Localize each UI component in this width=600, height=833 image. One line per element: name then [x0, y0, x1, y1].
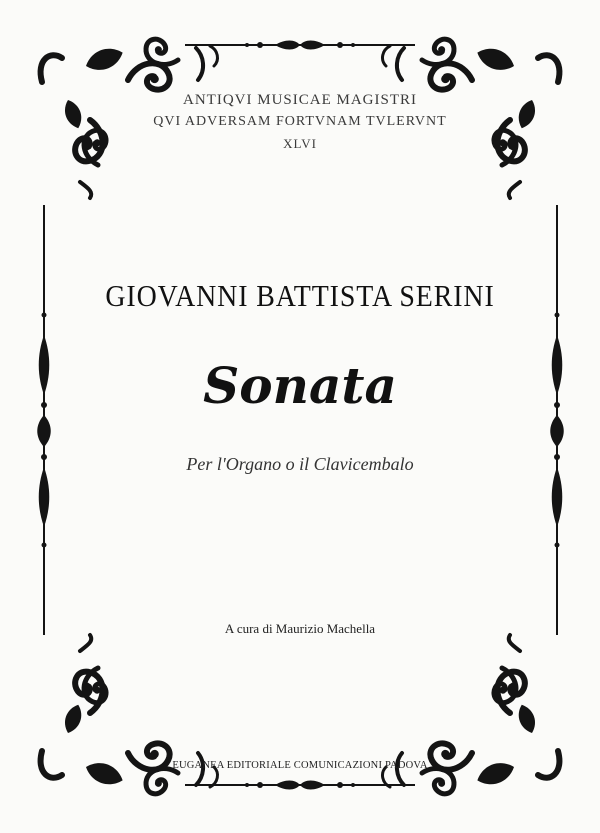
publisher-name: EUGANEA EDITORIALE COMUNICAZIONI PADOVA: [172, 760, 428, 771]
series-subtitle: QVI ADVERSAM FORTVNAM TVLERVNT: [153, 114, 447, 129]
composer-name: GIOVANNI BATTISTA SERINI: [105, 278, 495, 313]
editor-credit: A cura di Maurizio Machella: [224, 621, 376, 636]
volume-number: XLVI: [283, 136, 317, 151]
instrumentation: Per l'Organo o il Clavicembalo: [186, 454, 414, 474]
series-title: ANTIQVI MUSICAE MAGISTRI: [183, 92, 417, 108]
work-title: Sonata: [203, 356, 397, 415]
